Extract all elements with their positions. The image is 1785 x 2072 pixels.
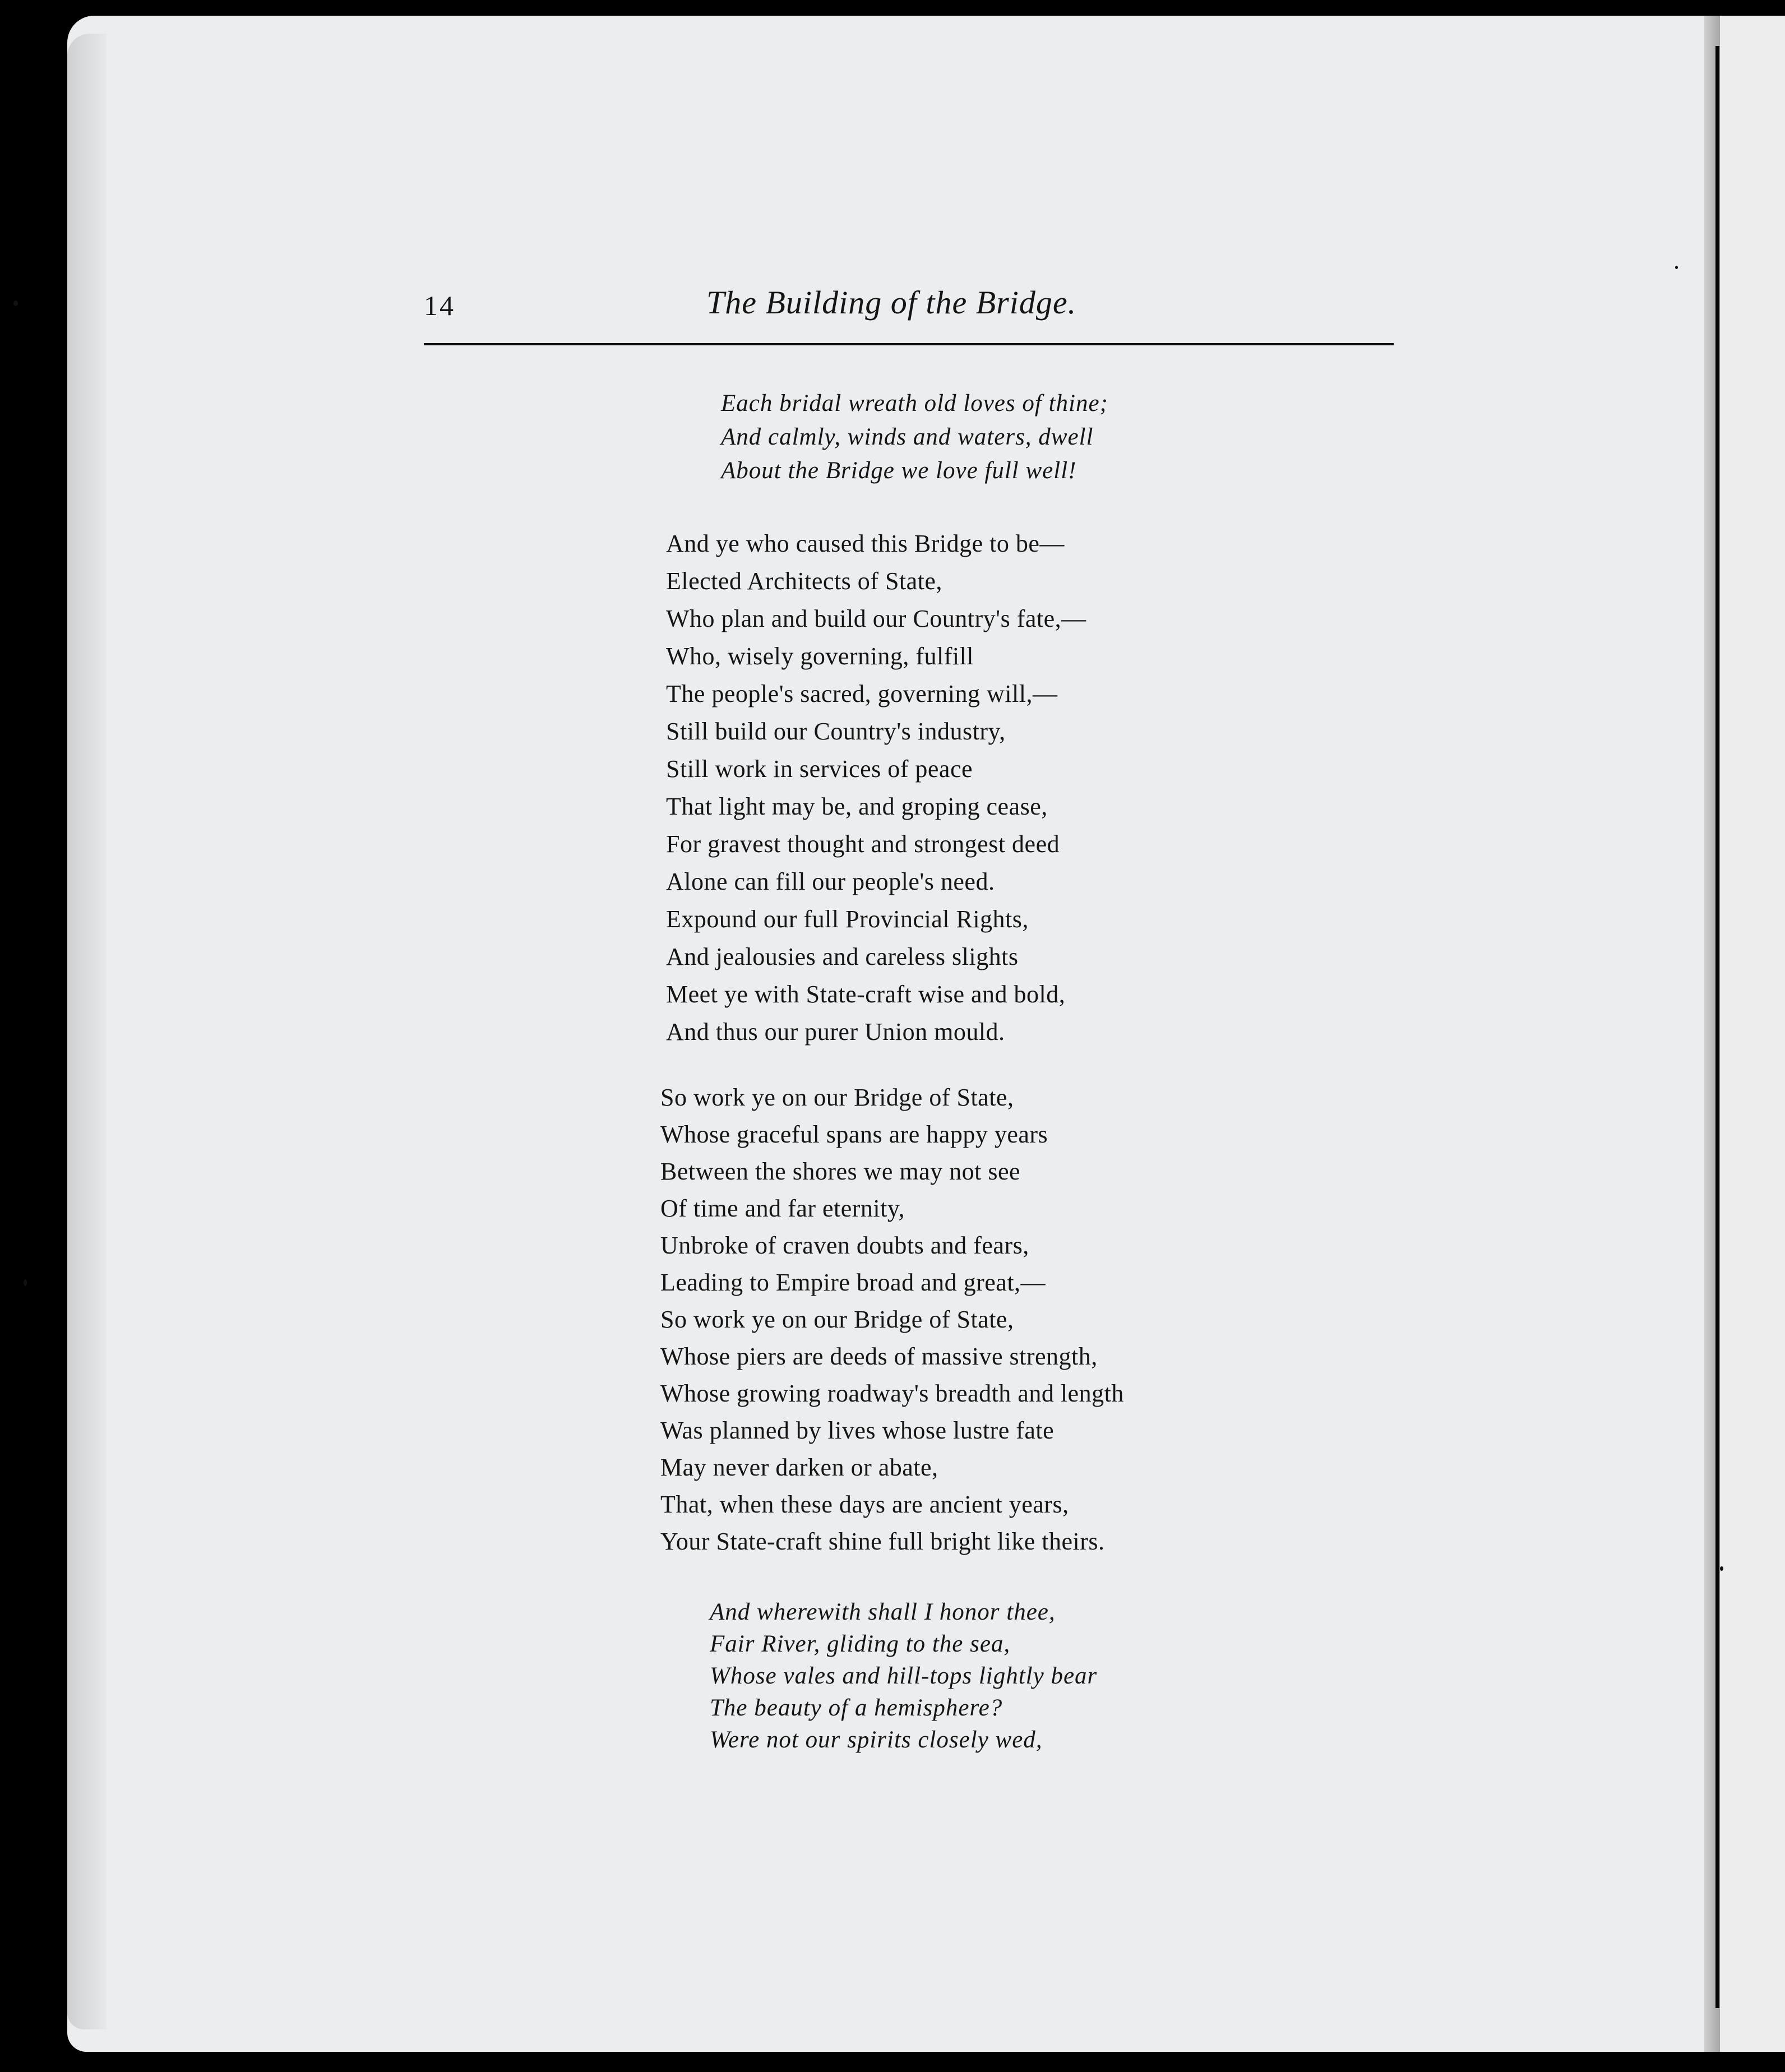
poem-line: Still build our Country's industry, bbox=[666, 718, 1006, 745]
poem-line: Was planned by lives whose lustre fate bbox=[660, 1417, 1055, 1444]
poem-line: May never darken or abate, bbox=[660, 1454, 938, 1481]
poem-line: Whose piers are deeds of massive strength, bbox=[660, 1343, 1098, 1370]
poem-line: Whose growing roadway's breadth and length bbox=[660, 1380, 1124, 1407]
poem-line: That, when these days are ancient years, bbox=[660, 1491, 1069, 1518]
poem-line: Alone can fill our people's need. bbox=[666, 868, 995, 895]
poem-line: That light may be, and groping cease, bbox=[666, 793, 1048, 820]
poem-line: So work ye on our Bridge of State, bbox=[660, 1306, 1014, 1333]
poem-line: Were not our spirits closely wed, bbox=[710, 1727, 1043, 1753]
page-number: 14 bbox=[424, 290, 455, 321]
poem-line: Still work in services of peace bbox=[666, 755, 973, 783]
poem-line: Whose vales and hill-tops lightly bear bbox=[710, 1663, 1098, 1689]
poem-line: Meet ye with State-craft wise and bold, bbox=[666, 980, 1066, 1008]
poem-line: For gravest thought and strongest deed bbox=[666, 830, 1060, 858]
poem-line: The beauty of a hemisphere? bbox=[710, 1695, 1003, 1721]
running-title: The Building of the Bridge. bbox=[706, 284, 1077, 321]
poem-line: Elected Architects of State, bbox=[666, 567, 942, 595]
poem-line: Unbroke of craven doubts and fears, bbox=[660, 1232, 1029, 1259]
poem-line: Expound our full Provincial Rights, bbox=[666, 905, 1029, 933]
poem-line: Each bridal wreath old loves of thine; bbox=[721, 390, 1108, 417]
poem-line: And jealousies and careless slights bbox=[666, 943, 1019, 970]
poem-line: And calmly, winds and waters, dwell bbox=[721, 424, 1094, 450]
poem-line: The people's sacred, governing will,— bbox=[666, 680, 1058, 707]
poem-line: Fair River, gliding to the sea, bbox=[710, 1631, 1011, 1657]
poem-line: And ye who caused this Bridge to be— bbox=[666, 530, 1065, 557]
poem-line: So work ye on our Bridge of State, bbox=[660, 1084, 1014, 1111]
poem-line: About the Bridge we love full well! bbox=[721, 457, 1077, 484]
poem-line: Whose graceful spans are happy years bbox=[660, 1121, 1048, 1148]
poem-line: Who plan and build our Country's fate,— bbox=[666, 605, 1086, 632]
poem-line: And wherewith shall I honor thee, bbox=[710, 1599, 1056, 1625]
poem-line: Between the shores we may not see bbox=[660, 1158, 1021, 1185]
poem-line: Who, wisely governing, fulfill bbox=[666, 642, 974, 670]
poem-line: Your State-craft shine full bright like theirs. bbox=[660, 1528, 1105, 1555]
poem-line: Of time and far eternity, bbox=[660, 1195, 905, 1222]
poem-line: And thus our purer Union mould. bbox=[666, 1018, 1005, 1046]
poem-line: Leading to Empire broad and great,— bbox=[660, 1269, 1046, 1296]
